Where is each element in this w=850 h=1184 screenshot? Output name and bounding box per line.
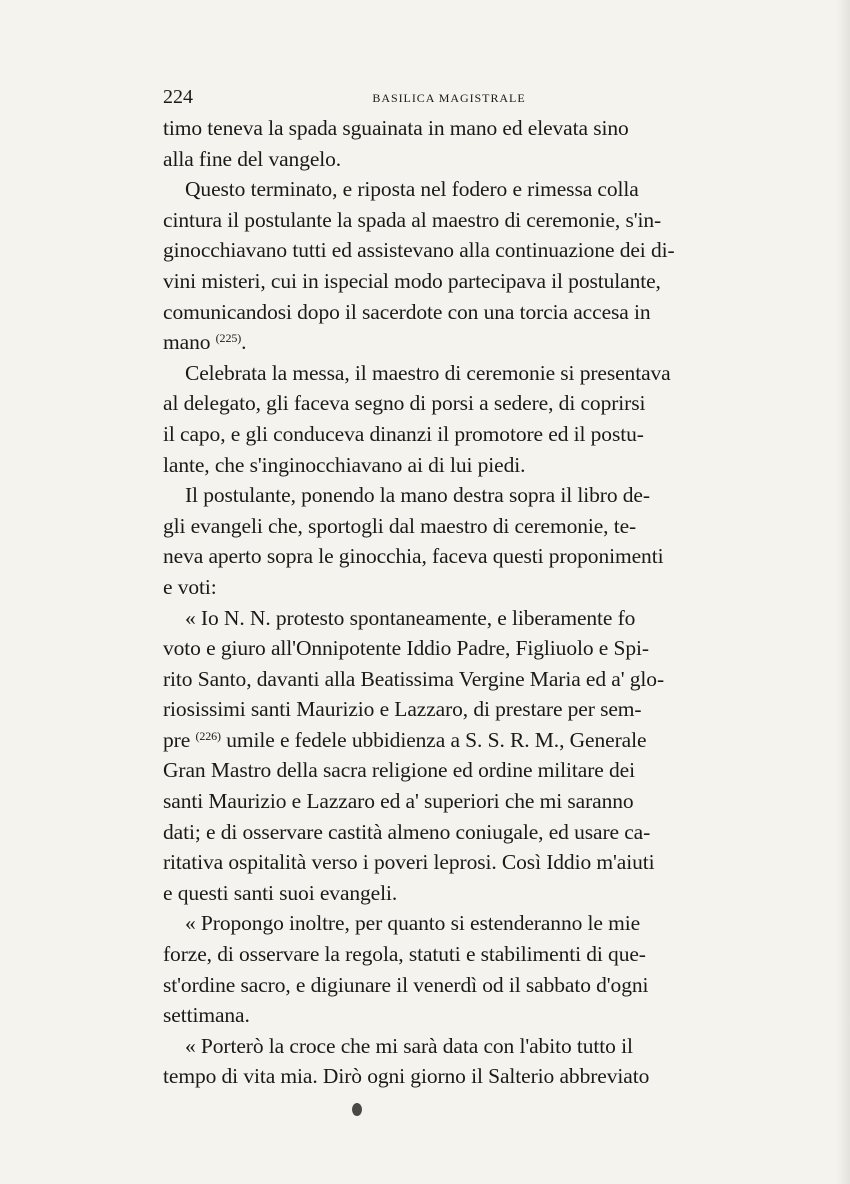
- text-line: il capo, e gli conduceva dinanzi il promotore ed il postu-: [163, 421, 644, 446]
- text-line: comunicandosi dopo il sacerdote con una torcia accesa in: [163, 299, 651, 324]
- text-fragment: mano: [163, 330, 211, 355]
- text-line: ginocchiavano tutti ed assistevano alla continuazione dei di-: [163, 238, 675, 263]
- text-line: forze, di osservare la regola, statuti e stabilimenti di que-: [163, 942, 646, 967]
- text-line-with-footnote: [163, 327, 735, 358]
- text-line: cintura il postulante la spada al maestro di ceremonie, s'in-: [163, 207, 662, 232]
- text-line: e voti:: [163, 574, 217, 599]
- body-text: [163, 113, 735, 1092]
- page-edge-shadow: [836, 0, 850, 1184]
- text-line: alla fine del vangelo.: [163, 146, 342, 171]
- text-line: dati; e di osservare castità almeno coniugale, ed usare ca-: [163, 819, 651, 844]
- text-line: « Propongo inoltre, per quanto si estenderanno le mie: [185, 911, 641, 936]
- text-line: settimana.: [163, 1003, 250, 1028]
- page-number: 224: [163, 86, 193, 108]
- text-line: vini misteri, cui in ispecial modo partecipava il postulante,: [163, 268, 661, 293]
- text-line: « Porterò la croce che mi sarà data con l'abito tutto il: [185, 1033, 633, 1058]
- text-line: Il postulante, ponendo la mano destra sopra il libro de-: [185, 483, 650, 508]
- text-fragment: pre: [163, 727, 191, 752]
- end-punct: .: [241, 330, 247, 355]
- text-line: neva aperto sopra le ginocchia, faceva questi proponimenti: [163, 544, 664, 569]
- footnote-ref: (226): [195, 728, 221, 743]
- text-line: rito Santo, davanti alla Beatissima Vergine Maria ed a' glo-: [163, 666, 665, 691]
- text-line: lante, che s'inginocchiavano ai di lui piedi.: [163, 452, 526, 477]
- text-line: st'ordine sacro, e digiunare il venerdì od il sabbato d'ogni: [163, 972, 649, 997]
- text-line: e questi santi suoi evangeli.: [163, 880, 398, 905]
- ink-spot: [352, 1103, 362, 1116]
- page-header: [163, 82, 735, 112]
- text-line: al delegato, gli faceva segno di porsi a sedere, di coprirsi: [163, 391, 646, 416]
- text-line: gli evangeli che, sportogli dal maestro di ceremonie, te-: [163, 513, 637, 538]
- text-line: voto e giuro all'Onnipotente Iddio Padre, Figliuolo e Spi-: [163, 636, 649, 661]
- text-line: tempo di vita mia. Dirò ogni giorno il Salterio abbreviato: [163, 1064, 650, 1089]
- text-line: riosissimi santi Maurizio e Lazzaro, di prestare per sem-: [163, 697, 642, 722]
- footnote-ref: (225): [215, 331, 242, 346]
- text-line: timo teneva la spada sguainata in mano ed elevata sino: [163, 116, 629, 140]
- running-head: BASILICA MAGISTRALE: [372, 91, 526, 105]
- text-line: Celebrata la messa, il maestro di ceremonie si presentava: [185, 360, 671, 385]
- text-line-with-footnote: [163, 725, 735, 756]
- text-line: ritativa ospitalità verso i poveri leprosi. Così Iddio m'aiuti: [163, 850, 655, 875]
- text-fragment: umile e fedele ubbidienza a S. S. R. M., Generale: [226, 727, 647, 752]
- text-line: santi Maurizio e Lazzaro ed a' superiori che mi saranno: [163, 789, 634, 814]
- text-line: Gran Mastro della sacra religione ed ordine militare dei: [163, 758, 635, 783]
- text-line: « Io N. N. protesto spontaneamente, e liberamente fo: [185, 605, 636, 630]
- text-line: Questo terminato, e riposta nel fodero e rimessa colla: [185, 177, 639, 202]
